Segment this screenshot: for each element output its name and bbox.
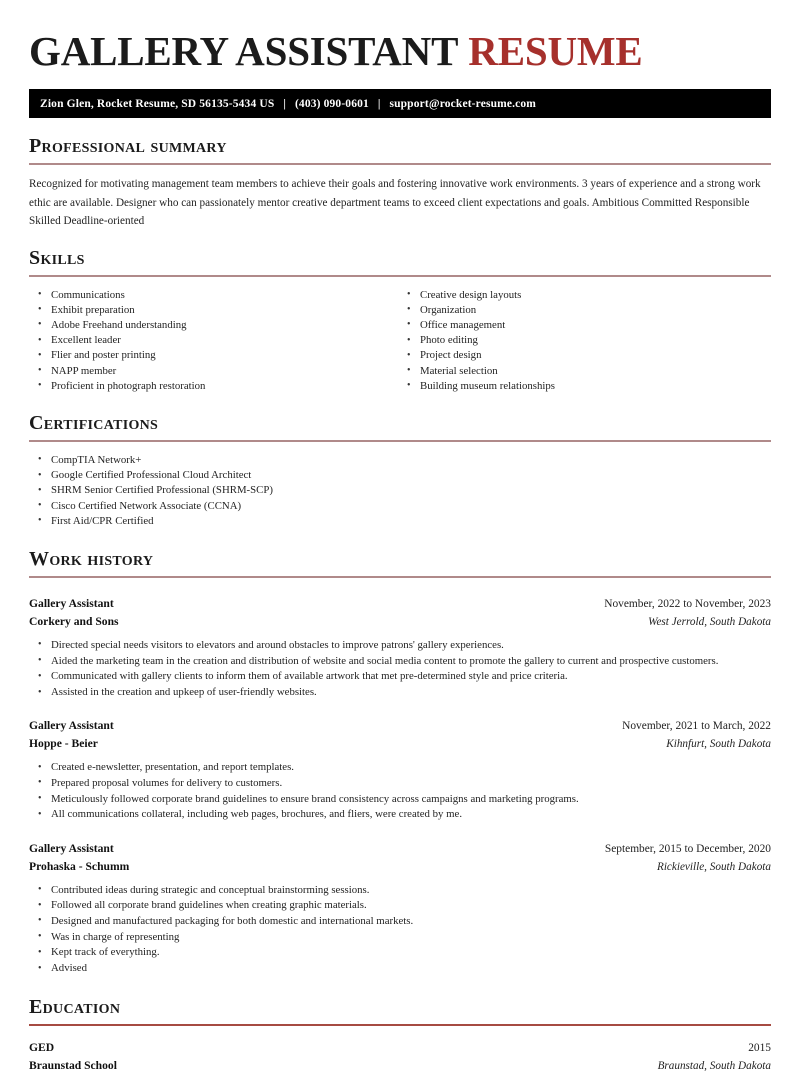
work-history-entry [29, 595, 771, 700]
list-item: • CompTIA Network+ [29, 453, 771, 468]
job-company: Hoppe - Beier [29, 737, 98, 751]
list-item: • Google Certified Professional Cloud Architect [29, 468, 771, 483]
job-location: Kihnfurt, South Dakota [666, 738, 771, 751]
list-item: • Aided the marketing team in the creation and distribution of website and social media content to promote the gallery to current and prospective customers. [29, 654, 771, 669]
contact-bar [29, 89, 771, 118]
section-education [29, 996, 771, 1075]
list-item: • Advised [29, 961, 771, 976]
skills-columns [29, 279, 771, 394]
section-divider [29, 163, 771, 165]
education-entry [29, 1039, 771, 1075]
list-item: • Was in charge of representing [29, 930, 771, 945]
section-heading-work-history: Work history [29, 547, 154, 570]
job-company: Prohaska - Schumm [29, 859, 130, 873]
list-item: • Material selection [400, 364, 771, 379]
section-divider [29, 440, 771, 442]
list-item: • SHRM Senior Certified Professional (SHRM-SCP) [29, 483, 771, 498]
job-title: Gallery Assistant [29, 719, 114, 733]
list-item: • Project design [400, 348, 771, 363]
page-title-main: GALLERY ASSISTANT [29, 28, 459, 74]
list-item: • First Aid/CPR Certified [29, 514, 771, 529]
contact-separator-1: | [283, 97, 286, 110]
skills-list-left [29, 288, 400, 394]
list-item: • Cisco Certified Network Associate (CCNA) [29, 499, 771, 514]
list-item: • NAPP member [29, 364, 400, 379]
list-item: • Exhibit preparation [29, 303, 400, 318]
education-school-row [29, 1057, 771, 1075]
job-bullets [29, 760, 771, 822]
section-professional-summary [29, 135, 771, 231]
list-item: • Prepared proposal volumes for delivery to customers. [29, 776, 771, 791]
section-certifications [29, 412, 771, 529]
education-location: Braunstad, South Dakota [657, 1059, 771, 1072]
section-work-history [29, 548, 771, 976]
skills-list-right [400, 288, 771, 394]
job-company-row [29, 735, 771, 753]
section-heading-education: Education [29, 996, 121, 1019]
education-year: 2015 [748, 1041, 771, 1054]
job-title-row [29, 595, 771, 613]
list-item: • Excellent leader [29, 333, 400, 348]
education-school: Braunstad School [29, 1058, 117, 1072]
skills-column-right [400, 279, 771, 394]
list-item: • Assisted in the creation and upkeep of user-friendly websites. [29, 685, 771, 700]
list-item: • Followed all corporate brand guidelines when creating graphic materials. [29, 898, 771, 913]
professional-summary-text: Recognized for motivating management team members to achieve their goals and fostering innovative work environments. 3 years of experience and a strong work ethic are available. Designer who can passionately mentor creative department teams to exceed client expectations and goals. Ambitious Committed Responsible Skilled Deadline-oriented [29, 178, 761, 227]
job-title-row [29, 717, 771, 735]
job-dates: November, 2021 to March, 2022 [622, 720, 771, 733]
contact-address: Zion Glen, Rocket Resume, SD 56135-5434 US [40, 97, 275, 110]
page-title [29, 0, 771, 76]
contact-separator-2: | [377, 97, 381, 110]
list-item: • Organization [400, 303, 771, 318]
list-item: • Adobe Freehand understanding [29, 318, 400, 333]
list-item: • Created e-newsletter, presentation, and report templates. [29, 760, 771, 775]
job-title: Gallery Assistant [29, 841, 114, 855]
section-heading-skills: Skills [29, 246, 85, 269]
job-title-row [29, 840, 771, 858]
job-company-row [29, 858, 771, 876]
list-item: • Office management [400, 318, 771, 333]
job-location: West Jerrold, South Dakota [648, 615, 771, 628]
job-bullets [29, 638, 771, 700]
section-heading-certifications: Certifications [29, 411, 159, 434]
list-item: • All communications collateral, including web pages, brochures, and fliers, were created by me. [29, 807, 771, 822]
list-item: • Flier and poster printing [29, 348, 400, 363]
list-item: • Kept track of everything. [29, 945, 771, 960]
job-title: Gallery Assistant [29, 596, 114, 610]
certifications-list [29, 453, 771, 529]
list-item: • Designed and manufactured packaging for both domestic and international markets. [29, 914, 771, 929]
page-title-accent: RESUME [468, 28, 643, 74]
job-bullets [29, 883, 771, 977]
skills-column-left [29, 279, 400, 394]
job-dates: September, 2015 to December, 2020 [604, 842, 771, 855]
section-heading-professional-summary: Professional summary [29, 135, 227, 157]
section-divider [29, 1024, 771, 1026]
list-item: • Contributed ideas during strategic and conceptual brainstorming sessions. [29, 883, 771, 898]
education-degree: GED [29, 1040, 55, 1054]
list-item: • Creative design layouts [400, 288, 771, 303]
list-item: • Building museum relationships [400, 379, 771, 394]
list-item: • Directed special needs visitors to elevators and around obstacles to improve patrons' gallery experiences. [29, 638, 771, 653]
work-history-entry [29, 717, 771, 822]
list-item: • Photo editing [400, 333, 771, 348]
contact-phone[interactable]: (403) 090-0601 [294, 97, 369, 110]
job-dates: November, 2022 to November, 2023 [604, 597, 771, 610]
list-item: • Meticulously followed corporate brand guidelines to ensure brand consistency across campaigns and marketing programs. [29, 792, 771, 807]
job-company-row [29, 613, 771, 631]
work-history-entry [29, 840, 771, 977]
job-location: Rickieville, South Dakota [656, 860, 771, 873]
list-item: • Communicated with gallery clients to inform them of available artwork that met pre-determined style and price criteria. [29, 669, 771, 684]
job-company: Corkery and Sons [29, 614, 119, 628]
contact-email[interactable]: support@rocket-resume.com [389, 97, 537, 110]
list-item: • Proficient in photograph restoration [29, 379, 400, 394]
section-skills [29, 247, 771, 394]
section-divider [29, 576, 771, 578]
section-divider [29, 275, 771, 277]
education-degree-row [29, 1039, 771, 1057]
list-item: • Communications [29, 288, 400, 303]
